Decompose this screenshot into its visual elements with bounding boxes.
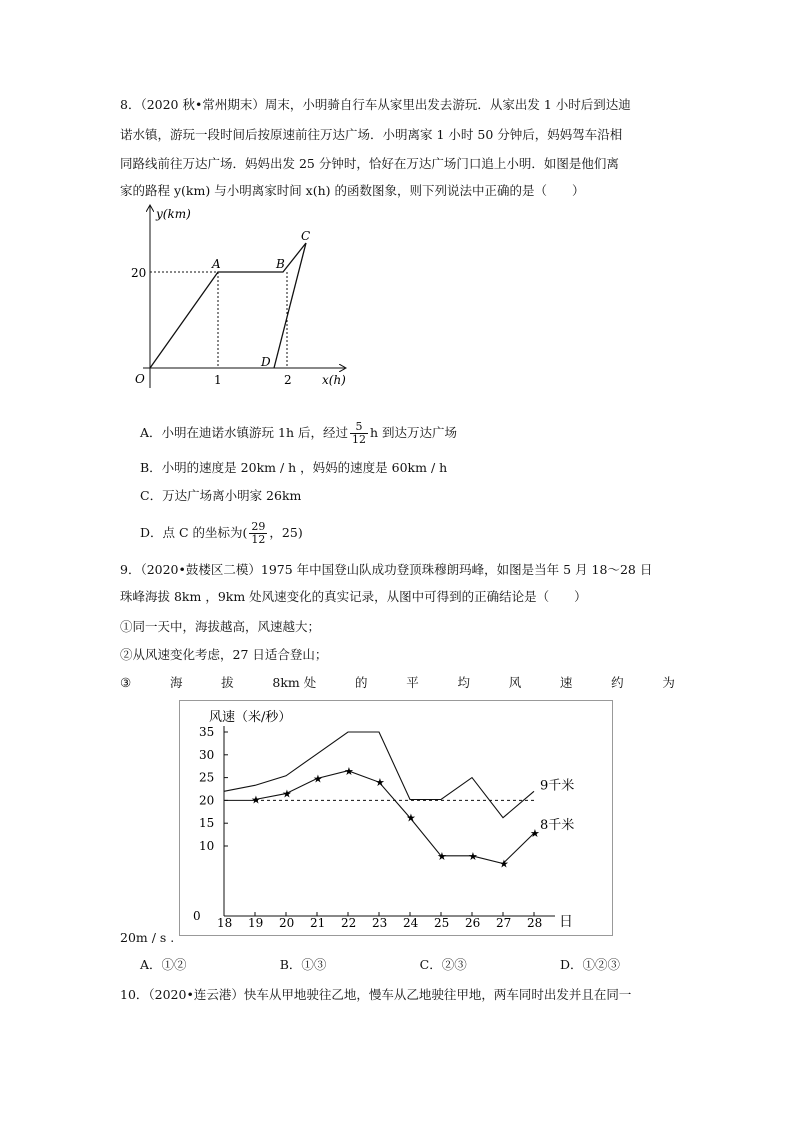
- q9-series-line-8km: [255, 771, 534, 864]
- q9-statement-2: ②从风速变化考虑，27 日适合登山；: [120, 647, 328, 662]
- q8-option-d-numerator: 29: [251, 520, 266, 533]
- q8-x-tick-1: 1: [214, 373, 222, 387]
- q8-line-4: 家的路程 y(km) 与小明离家时间 x(h) 的函数图象，则下列说法中正确的是（ ）: [120, 183, 585, 198]
- q9-y-tick-label: 10: [199, 839, 215, 853]
- q9-x-tick-label: 27: [496, 916, 512, 930]
- q9-8km-point: ★: [313, 772, 323, 786]
- q9-statement-3: [120, 674, 675, 692]
- q9-x-tick-label: 22: [341, 916, 357, 930]
- q9-x-tick-label: 19: [248, 916, 264, 930]
- q8-x-axis-label: x(h): [322, 373, 346, 387]
- q8-option-d-denominator: 12: [251, 533, 266, 546]
- q9-8km-point: ★: [499, 857, 509, 871]
- q9-8km-point: ★: [530, 827, 540, 841]
- q9-x-tick-label: 20: [279, 916, 295, 930]
- q9-y-tick-label: 15: [199, 816, 215, 831]
- q8-option-d-text: D．点 C 的坐标为(: [140, 525, 248, 540]
- q9-x-tick-label: 24: [403, 916, 419, 930]
- q9-s3-word: 拔: [221, 675, 234, 690]
- q8-point-c: C: [301, 229, 311, 243]
- q9-x-tick-label: 28: [527, 916, 543, 930]
- q9-y-tick-label: 35: [199, 725, 215, 739]
- q9-s3-word: 均: [457, 675, 470, 690]
- q8-option-b: B．小明的速度是 20km / h ，妈妈的速度是 60km / h: [140, 460, 448, 475]
- q9-s3-word: 风: [508, 675, 522, 690]
- q9-series-line-9km: [224, 732, 534, 818]
- q8-line-3: 同路线前往万达广场．妈妈出发 25 分钟时，恰好在万达广场门口追上小明．如图是他们离: [120, 156, 619, 171]
- q9-choice-d: D．①②③: [559, 957, 620, 972]
- q9-s3-word: 约: [611, 675, 624, 690]
- q8-option-d: [140, 521, 303, 546]
- q9-choice-c: C．②③: [419, 957, 467, 972]
- q10-line-1: 10．（2020•连云港）快车从甲地驶往乙地，慢车从乙地驶往甲地，两车同时出发并且在同一: [120, 987, 632, 1002]
- q8-option-c: C．万达广场离小明家 26km: [140, 488, 302, 503]
- q9-8km-point: ★: [375, 776, 385, 790]
- q9-s3-word: 速: [559, 675, 573, 690]
- q9-8km-point: ★: [344, 764, 354, 778]
- q9-choices: [140, 956, 620, 974]
- q8-option-a-text: A．小明在迪诺水镇游玩 1h 后，经过: [140, 425, 348, 440]
- q9-8km-point: ★: [251, 793, 261, 807]
- q8-point-d: D: [261, 355, 271, 369]
- q8-option-a-fraction: [350, 421, 368, 446]
- q8-option-a-denominator: 12: [351, 433, 366, 446]
- q9-choice-b: B．①③: [279, 957, 327, 972]
- q8-option-d-text-end: ，25): [269, 525, 303, 540]
- q8-point-b: B: [276, 257, 285, 271]
- q8-point-a: A: [212, 257, 221, 271]
- q9-s3-word: 为: [662, 675, 675, 690]
- q9-8km-point: ★: [406, 811, 416, 825]
- q9-s3-word: 8km 处: [272, 675, 317, 690]
- q9-x-tick-label: 21: [310, 916, 326, 930]
- q9-y-tick-label: 25: [199, 770, 215, 785]
- q9-x-tick-label: 18: [217, 916, 233, 930]
- q9-s3-word: 的: [354, 675, 368, 690]
- q9-8km-point: ★: [282, 787, 292, 801]
- q9-8km-point: ★: [437, 849, 447, 863]
- q8-option-a: [140, 421, 457, 446]
- q8-origin-label: O: [135, 372, 145, 386]
- q8-option-a-text-end: h 到达万达广场: [369, 425, 458, 440]
- q9-statement-1: ①同一天中，海拔越高，风速越大；: [120, 619, 321, 634]
- q9-choice-a: A．①②: [140, 957, 187, 972]
- q8-y-tick-20: 20: [131, 266, 147, 280]
- q9-s3-word: 海: [169, 675, 183, 690]
- q9-x-tick-label: 26: [465, 916, 481, 930]
- q8-function-graph: [125, 200, 355, 395]
- q9-y-tick-label: 20: [199, 793, 215, 808]
- q9-statement-3-end: 20m / s .: [120, 930, 175, 945]
- q9-wind-speed-chart: [179, 700, 613, 936]
- q9-x-tick-label: 25: [434, 916, 450, 930]
- q9-line-2: 珠峰海拔 8km ，9km 处风速变化的真实记录，从图中可得到的正确结论是（ ）: [120, 589, 587, 604]
- q8-line-2: 诺水镇，游玩一段时间后按原速前往万达广场．小明离家 1 小时 50 分钟后，妈妈驾车沿相: [120, 127, 623, 142]
- q9-series-label-8km: 8千米: [540, 818, 575, 834]
- q8-option-d-fraction: [249, 521, 267, 546]
- q9-y-tick-label: 0: [193, 909, 201, 923]
- q9-s3-word: 平: [406, 675, 419, 690]
- q9-x-tick-label: 23: [372, 916, 388, 930]
- q9-s3-word: ③: [120, 675, 132, 690]
- q8-line-1: 8．（2020 秋•常州期末）周末，小明骑自行车从家里出发去游玩．从家出发 1 小时后到达迪: [120, 97, 631, 112]
- q9-y-tick-label: 30: [199, 747, 215, 762]
- q9-line-1: 9．（2020•鼓楼区二模）1975 年中国登山队成功登顶珠穆朗玛峰，如图是当年 5 月 18～28 日: [120, 562, 653, 577]
- q8-option-a-numerator: 5: [350, 421, 368, 434]
- q9-chart-xlabel: 日: [559, 914, 573, 930]
- q8-y-axis-label: y(km): [156, 207, 191, 221]
- q9-chart-ylabel: 风速（米/秒）: [209, 710, 292, 725]
- q9-8km-point: ★: [468, 849, 478, 863]
- q9-series-label-9km: 9千米: [540, 778, 575, 794]
- q8-x-tick-2: 2: [284, 373, 292, 387]
